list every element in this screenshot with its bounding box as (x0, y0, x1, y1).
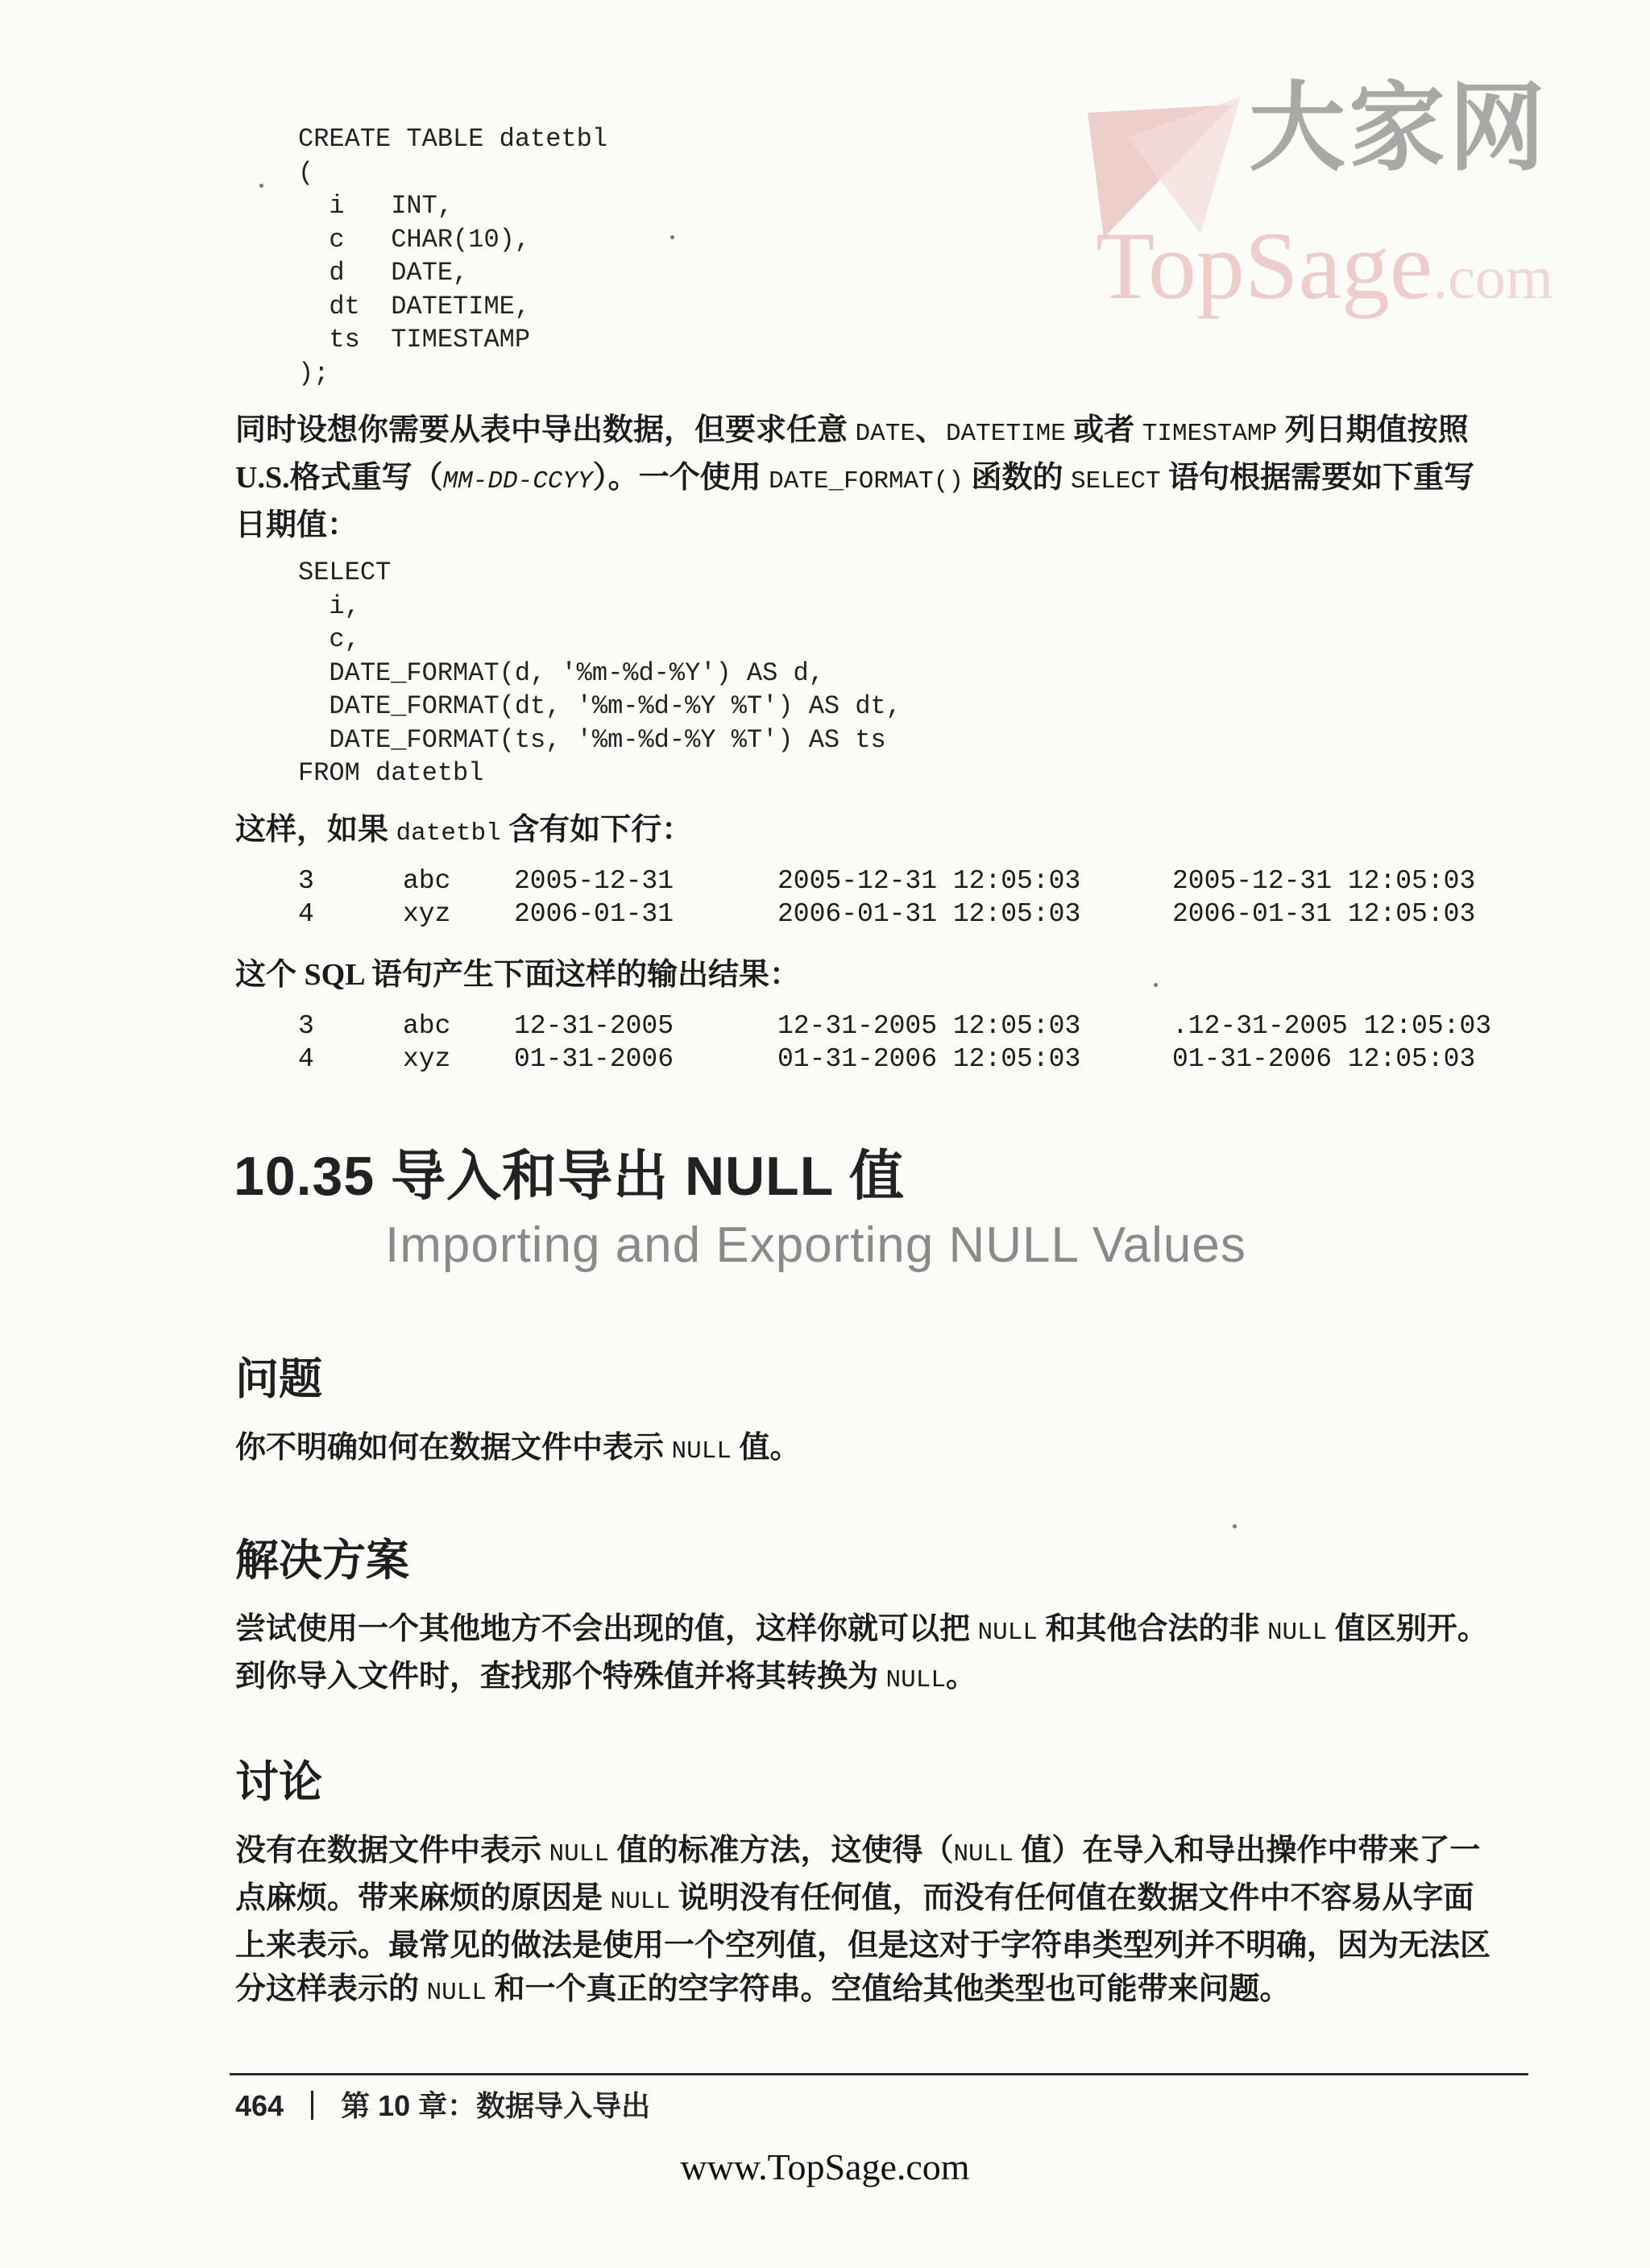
data-cell: 12-31-2005 (514, 1011, 674, 1041)
code-line: ( (298, 157, 314, 188)
paragraph-intro: 同时设想你需要从表中导出数据，但要求任意 DATE、DATETIME 或者 TIMESTAMP 列日期值按照 U.S.格式重写（MM-DD-CCYY）。一个使用 DATE_FORMAT() 函数的 SELECT 语句根据需要如下重写日期值： (235, 413, 1475, 542)
data-cell: 3 (298, 866, 314, 896)
paragraph-if-rows: 这样，如果 datetbl 含有如下行： (235, 813, 693, 848)
scan-speck (259, 184, 263, 188)
data-cell: 4 (298, 1044, 314, 1074)
data-cell: 12-31-2005 12:05:03 (777, 1011, 1081, 1041)
data-cell: 2005-12-31 12:05:03 (777, 866, 1081, 896)
data-cell: 2005-12-31 (514, 866, 674, 896)
code-line: ts TIMESTAMP (298, 325, 531, 355)
page-number: 464 (235, 2089, 284, 2122)
code-line: c, (298, 624, 360, 654)
data-cell: 2006-01-31 12:05:03 (777, 899, 1081, 929)
data-cell: 01-31-2006 12:05:03 (777, 1044, 1081, 1074)
footer-divider (230, 2073, 1528, 2075)
code-block-select (298, 556, 902, 790)
data-cell: 3 (298, 1011, 314, 1041)
data-cell: 2005-12-31 12:05:03 (1172, 866, 1476, 896)
heading-problem: 问题 (235, 1355, 322, 1404)
code-line: dt DATETIME, (298, 291, 531, 321)
scan-speck (670, 235, 674, 239)
data-cell: abc (403, 866, 451, 896)
watermark-cn-text: 大家网 (1249, 75, 1548, 182)
data-cell: .12-31-2005 12:05:03 (1172, 1011, 1492, 1041)
page-footer (235, 2088, 650, 2124)
paragraph-discussion: 没有在数据文件中表示 NULL 值的标准方法，这使得（NULL 值）在导入和导出操作中带来了一点麻烦。带来麻烦的原因是 NULL 说明没有任何值，而没有任何值在数据文件中不容易从字面上来表示。最常见的做法是使用一个空列值，但是这对于字符串类型列并不明确，因为无法区分这样表示的 NULL 和一个真正的空字符串。空值给其他类型也可能带来问题。 (235, 1834, 1491, 2007)
paragraph-solution: 尝试使用一个其他地方不会出现的值，这样你就可以把 NULL 和其他合法的非 NULL 值区别开。到你导入文件时，查找那个特殊值并将其转换为 NULL。 (235, 1612, 1488, 1694)
code-line: CREATE TABLE datetbl (298, 124, 608, 154)
watermark-en-text: TopSage.com (1096, 212, 1554, 319)
code-block-create-table (298, 122, 607, 390)
paragraph-output-intro: 这个 SQL 语句产生下面这样的输出结果： (235, 958, 800, 992)
data-cell: 4 (298, 899, 314, 929)
code-line: DATE_FORMAT(d, '%m-%d-%Y') AS d, (298, 657, 824, 688)
data-cell: 2006-01-31 12:05:03 (1172, 899, 1476, 929)
code-line: c CHAR(10), (298, 224, 531, 255)
code-line: DATE_FORMAT(ts, '%m-%d-%Y %T') AS ts (298, 724, 886, 755)
code-line: FROM datetbl (298, 758, 484, 788)
section-title: 10.35 导入和导出 NULL 值 (234, 1146, 905, 1207)
data-cell: 01-31-2006 12:05:03 (1172, 1044, 1476, 1074)
data-cell: xyz (403, 899, 451, 929)
code-line: SELECT (298, 558, 392, 587)
chapter-title: 第 10 章：数据导入导出 (341, 2089, 651, 2122)
heading-solution: 解决方案 (235, 1536, 409, 1585)
code-line: i INT, (298, 191, 454, 221)
heading-discussion: 讨论 (235, 1758, 322, 1806)
data-cell: 2006-01-31 (514, 899, 674, 929)
code-line: i, (298, 591, 360, 621)
data-cell: 01-31-2006 (514, 1044, 674, 1074)
scan-speck (1154, 983, 1158, 987)
code-line: DATE_FORMAT(dt, '%m-%d-%Y %T') AS dt, (298, 691, 902, 721)
footer-separator (311, 2091, 313, 2120)
footer-url: www.TopSage.com (680, 2146, 970, 2187)
data-cell: abc (403, 1011, 451, 1041)
code-line: d DATE, (298, 258, 469, 288)
scan-speck (1233, 1524, 1237, 1528)
section-subtitle: Importing and Exporting NULL Values (385, 1217, 1246, 1273)
data-cell: xyz (403, 1044, 451, 1074)
paragraph-problem: 你不明确如何在数据文件中表示 NULL 值。 (235, 1431, 801, 1466)
code-line: ); (298, 358, 330, 388)
watermark-logo (1047, 73, 1563, 346)
